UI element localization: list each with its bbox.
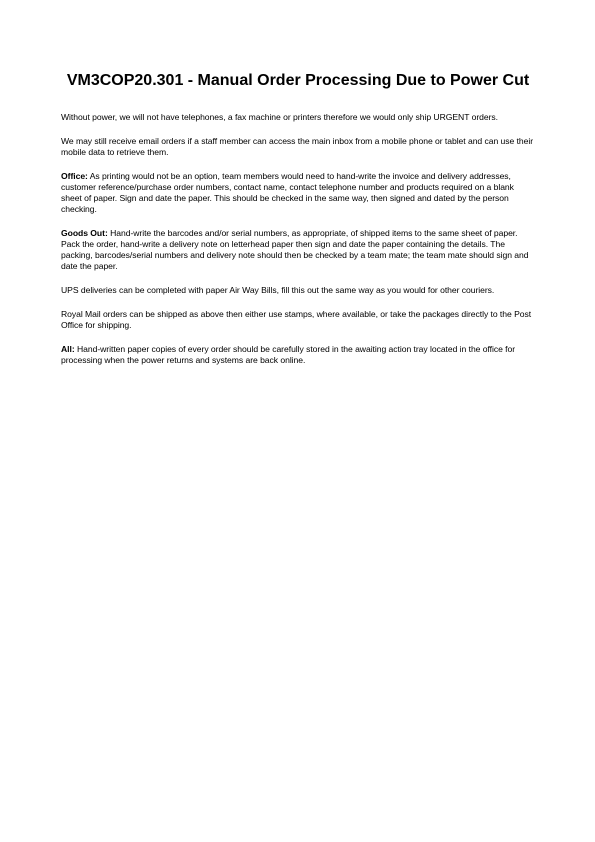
paragraph-text: Hand-write the barcodes and/or serial numbers, as appropriate, of shipped items to the same sheet of paper. Pack the order, hand-write a delivery note on letterhead paper then sign and date the paper containing the details. The packing, barcodes/serial numbers and delivery note should then be checked by a team mate; the team mate should sign and date the paper. <box>61 228 529 271</box>
paragraph-goods-out <box>61 228 535 272</box>
paragraph-email-orders <box>61 136 535 158</box>
paragraph-text: Without power, we will not have telephones, a fax machine or printers therefore we would only ship URGENT orders. <box>61 112 498 122</box>
paragraph-text: UPS deliveries can be completed with paper Air Way Bills, fill this out the same way as you would for other couriers. <box>61 285 495 295</box>
paragraph-label: Office: <box>61 171 88 181</box>
paragraph-text: We may still receive email orders if a staff member can access the main inbox from a mobile phone or tablet and can use their mobile data to retrieve them. <box>61 136 534 157</box>
paragraph-ups <box>61 285 535 296</box>
paragraph-royal-mail <box>61 309 535 331</box>
paragraph-label: All: <box>61 344 75 354</box>
document-title: VM3COP20.301 - Manual Order Processing Due to Power Cut <box>66 72 530 89</box>
paragraph-all <box>61 344 535 366</box>
paragraph-no-power <box>61 112 535 123</box>
paragraph-label: Goods Out: <box>61 228 108 238</box>
paragraph-text: Hand-written paper copies of every order should be carefully stored in the awaiting action tray located in the office for processing when the power returns and systems are back online. <box>61 344 516 365</box>
paragraph-office <box>61 171 535 215</box>
paragraph-text: Royal Mail orders can be shipped as above then either use stamps, where available, or take the packages directly to the Post Office for shipping. <box>61 309 532 330</box>
paragraph-text: As printing would not be an option, team members would need to hand-write the invoice and delivery addresses, customer reference/purchase order numbers, contact name, contact telephone number and products required on a blank sheet of paper. Sign and date the paper. This should be checked in the same way, then signed and dated by the person checking. <box>61 171 514 214</box>
